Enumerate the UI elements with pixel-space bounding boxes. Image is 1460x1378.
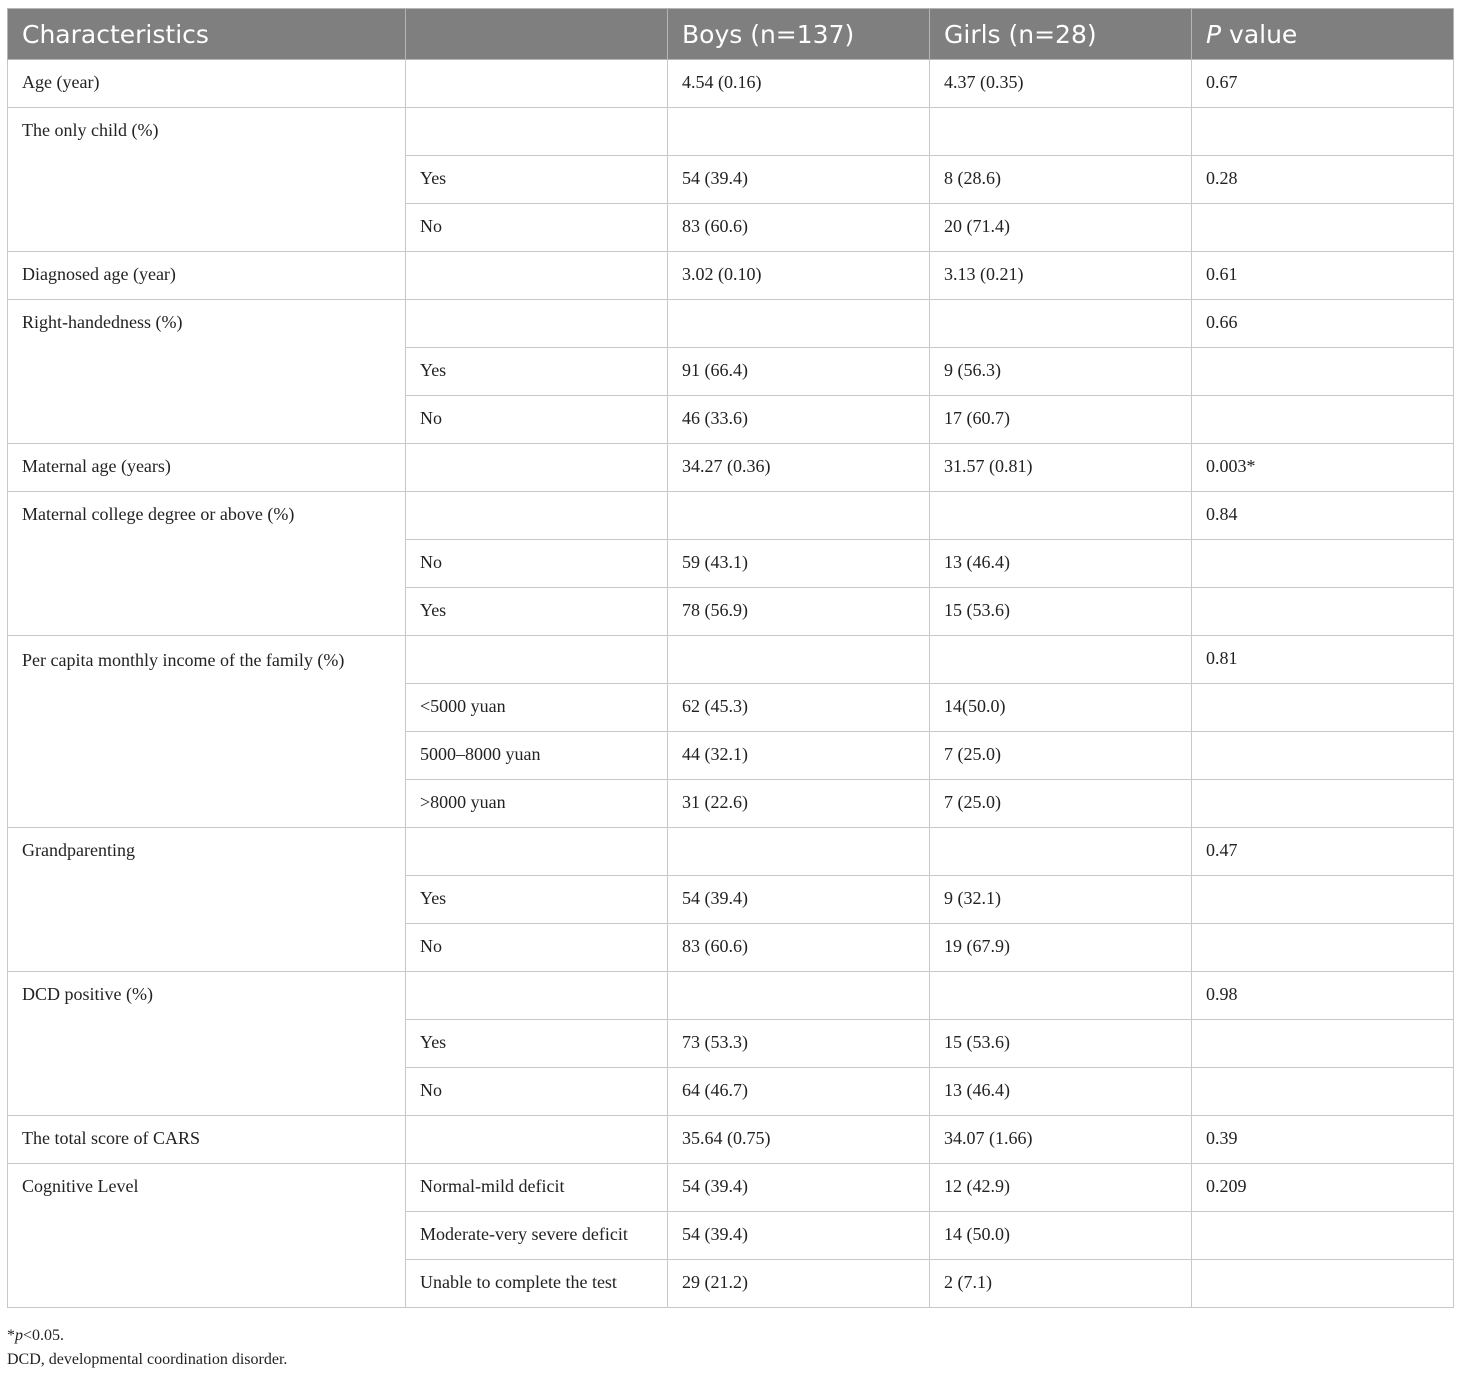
table-row xyxy=(8,1164,1454,1212)
row-label: Maternal college degree or above (%) xyxy=(8,492,406,636)
cell-boys: 91 (66.4) xyxy=(668,348,930,396)
cell-girls: 20 (71.4) xyxy=(930,204,1192,252)
row-sub: Yes xyxy=(406,156,668,204)
table-row xyxy=(8,60,1454,108)
cell-p xyxy=(1192,876,1454,924)
cell-girls: 2 (7.1) xyxy=(930,1260,1192,1308)
cell-boys: 78 (56.9) xyxy=(668,588,930,636)
cell-p xyxy=(1192,204,1454,252)
cell-p: 0.66 xyxy=(1192,300,1454,348)
row-label: The total score of CARS xyxy=(8,1116,406,1164)
cell-girls: 15 (53.6) xyxy=(930,588,1192,636)
footnote-star: * xyxy=(7,1327,15,1344)
cell-boys: 54 (39.4) xyxy=(668,876,930,924)
cell-boys: 44 (32.1) xyxy=(668,732,930,780)
cell-girls: 12 (42.9) xyxy=(930,1164,1192,1212)
row-sub: Yes xyxy=(406,876,668,924)
cell-p xyxy=(1192,924,1454,972)
cell-girls: 13 (46.4) xyxy=(930,1068,1192,1116)
cell-p xyxy=(1192,1068,1454,1116)
header-subcategory xyxy=(406,9,668,60)
row-sub: <5000 yuan xyxy=(406,684,668,732)
cell-boys: 35.64 (0.75) xyxy=(668,1116,930,1164)
cell-girls: 4.37 (0.35) xyxy=(930,60,1192,108)
footnote-dcd-definition: DCD, developmental coordination disorder. xyxy=(7,1351,288,1368)
cell-p: 0.67 xyxy=(1192,60,1454,108)
row-sub: Moderate-very severe deficit xyxy=(406,1212,668,1260)
cell-boys xyxy=(668,972,930,1020)
table-row xyxy=(8,252,1454,300)
cell-boys: 59 (43.1) xyxy=(668,540,930,588)
table-row xyxy=(8,492,1454,540)
row-sub xyxy=(406,1116,668,1164)
row-label: Cognitive Level xyxy=(8,1164,406,1308)
footnote-significance xyxy=(7,1324,287,1348)
row-sub: Normal-mild deficit xyxy=(406,1164,668,1212)
cell-girls: 17 (60.7) xyxy=(930,396,1192,444)
cell-p xyxy=(1192,396,1454,444)
cell-boys xyxy=(668,828,930,876)
table-row xyxy=(8,828,1454,876)
cell-boys: 54 (39.4) xyxy=(668,1212,930,1260)
row-sub: Yes xyxy=(406,348,668,396)
header-row xyxy=(8,9,1454,60)
header-boys: Boys (n=137) xyxy=(668,9,930,60)
table-row xyxy=(8,636,1454,684)
row-sub: No xyxy=(406,924,668,972)
header-p-value xyxy=(1192,9,1454,60)
cell-girls: 31.57 (0.81) xyxy=(930,444,1192,492)
footnote-threshold: <0.05. xyxy=(23,1327,65,1344)
row-sub: No xyxy=(406,1068,668,1116)
cell-p: 0.84 xyxy=(1192,492,1454,540)
cell-p: 0.98 xyxy=(1192,972,1454,1020)
row-sub: Unable to complete the test xyxy=(406,1260,668,1308)
cell-girls: 9 (32.1) xyxy=(930,876,1192,924)
cell-girls xyxy=(930,828,1192,876)
cell-girls xyxy=(930,492,1192,540)
table-row xyxy=(8,444,1454,492)
table-row xyxy=(8,972,1454,1020)
cell-boys xyxy=(668,108,930,156)
row-label: The only child (%) xyxy=(8,108,406,252)
cell-girls: 7 (25.0) xyxy=(930,780,1192,828)
cell-boys: 34.27 (0.36) xyxy=(668,444,930,492)
cell-girls: 14 (50.0) xyxy=(930,1212,1192,1260)
cell-p xyxy=(1192,1260,1454,1308)
footnote-p-italic: p xyxy=(15,1327,23,1344)
cell-girls xyxy=(930,636,1192,684)
cell-boys: 73 (53.3) xyxy=(668,1020,930,1068)
row-sub xyxy=(406,300,668,348)
cell-p xyxy=(1192,1212,1454,1260)
row-label: Diagnosed age (year) xyxy=(8,252,406,300)
cell-p: 0.209 xyxy=(1192,1164,1454,1212)
header-p-italic: P xyxy=(1206,19,1222,49)
row-sub xyxy=(406,60,668,108)
row-label: Maternal age (years) xyxy=(8,444,406,492)
row-sub: >8000 yuan xyxy=(406,780,668,828)
cell-boys: 83 (60.6) xyxy=(668,204,930,252)
row-label: Right-handedness (%) xyxy=(8,300,406,444)
header-characteristics: Characteristics xyxy=(8,9,406,60)
cell-p: 0.61 xyxy=(1192,252,1454,300)
cell-girls: 15 (53.6) xyxy=(930,1020,1192,1068)
cell-boys: 4.54 (0.16) xyxy=(668,60,930,108)
cell-p: 0.39 xyxy=(1192,1116,1454,1164)
cell-boys xyxy=(668,300,930,348)
table-footnotes xyxy=(7,1324,287,1372)
table-row xyxy=(8,300,1454,348)
cell-boys: 64 (46.7) xyxy=(668,1068,930,1116)
cell-boys: 62 (45.3) xyxy=(668,684,930,732)
row-sub: Yes xyxy=(406,1020,668,1068)
cell-boys: 31 (22.6) xyxy=(668,780,930,828)
cell-p: 0.003* xyxy=(1192,444,1454,492)
cell-girls: 19 (67.9) xyxy=(930,924,1192,972)
cell-girls: 13 (46.4) xyxy=(930,540,1192,588)
row-sub xyxy=(406,252,668,300)
cell-p: 0.81 xyxy=(1192,636,1454,684)
row-label: Per capita monthly income of the family (%) xyxy=(8,636,406,828)
table-row xyxy=(8,1116,1454,1164)
cell-girls: 9 (56.3) xyxy=(930,348,1192,396)
cell-p xyxy=(1192,732,1454,780)
cell-p xyxy=(1192,108,1454,156)
cell-boys: 83 (60.6) xyxy=(668,924,930,972)
row-sub xyxy=(406,972,668,1020)
table-row xyxy=(8,108,1454,156)
cell-p xyxy=(1192,1020,1454,1068)
row-sub: No xyxy=(406,204,668,252)
cell-p xyxy=(1192,780,1454,828)
header-girls: Girls (n=28) xyxy=(930,9,1192,60)
cell-girls: 7 (25.0) xyxy=(930,732,1192,780)
row-sub xyxy=(406,636,668,684)
cell-boys xyxy=(668,636,930,684)
row-sub: No xyxy=(406,540,668,588)
cell-boys xyxy=(668,492,930,540)
cell-girls: 8 (28.6) xyxy=(930,156,1192,204)
characteristics-table xyxy=(7,8,1454,1308)
cell-p: 0.47 xyxy=(1192,828,1454,876)
row-sub: 5000–8000 yuan xyxy=(406,732,668,780)
row-label: DCD positive (%) xyxy=(8,972,406,1116)
cell-p xyxy=(1192,588,1454,636)
row-sub xyxy=(406,492,668,540)
cell-boys: 29 (21.2) xyxy=(668,1260,930,1308)
row-sub xyxy=(406,108,668,156)
cell-girls xyxy=(930,300,1192,348)
cell-boys: 3.02 (0.10) xyxy=(668,252,930,300)
row-sub: No xyxy=(406,396,668,444)
cell-girls: 34.07 (1.66) xyxy=(930,1116,1192,1164)
cell-p xyxy=(1192,348,1454,396)
row-sub xyxy=(406,828,668,876)
cell-girls xyxy=(930,108,1192,156)
row-sub xyxy=(406,444,668,492)
cell-girls: 3.13 (0.21) xyxy=(930,252,1192,300)
row-label: Age (year) xyxy=(8,60,406,108)
cell-p: 0.28 xyxy=(1192,156,1454,204)
cell-girls xyxy=(930,972,1192,1020)
header-p-rest: value xyxy=(1221,19,1298,49)
cell-p xyxy=(1192,684,1454,732)
cell-girls: 14(50.0) xyxy=(930,684,1192,732)
cell-boys: 54 (39.4) xyxy=(668,1164,930,1212)
row-sub: Yes xyxy=(406,588,668,636)
row-label: Grandparenting xyxy=(8,828,406,972)
cell-boys: 46 (33.6) xyxy=(668,396,930,444)
cell-p xyxy=(1192,540,1454,588)
characteristics-table-container xyxy=(7,8,1453,1308)
cell-boys: 54 (39.4) xyxy=(668,156,930,204)
